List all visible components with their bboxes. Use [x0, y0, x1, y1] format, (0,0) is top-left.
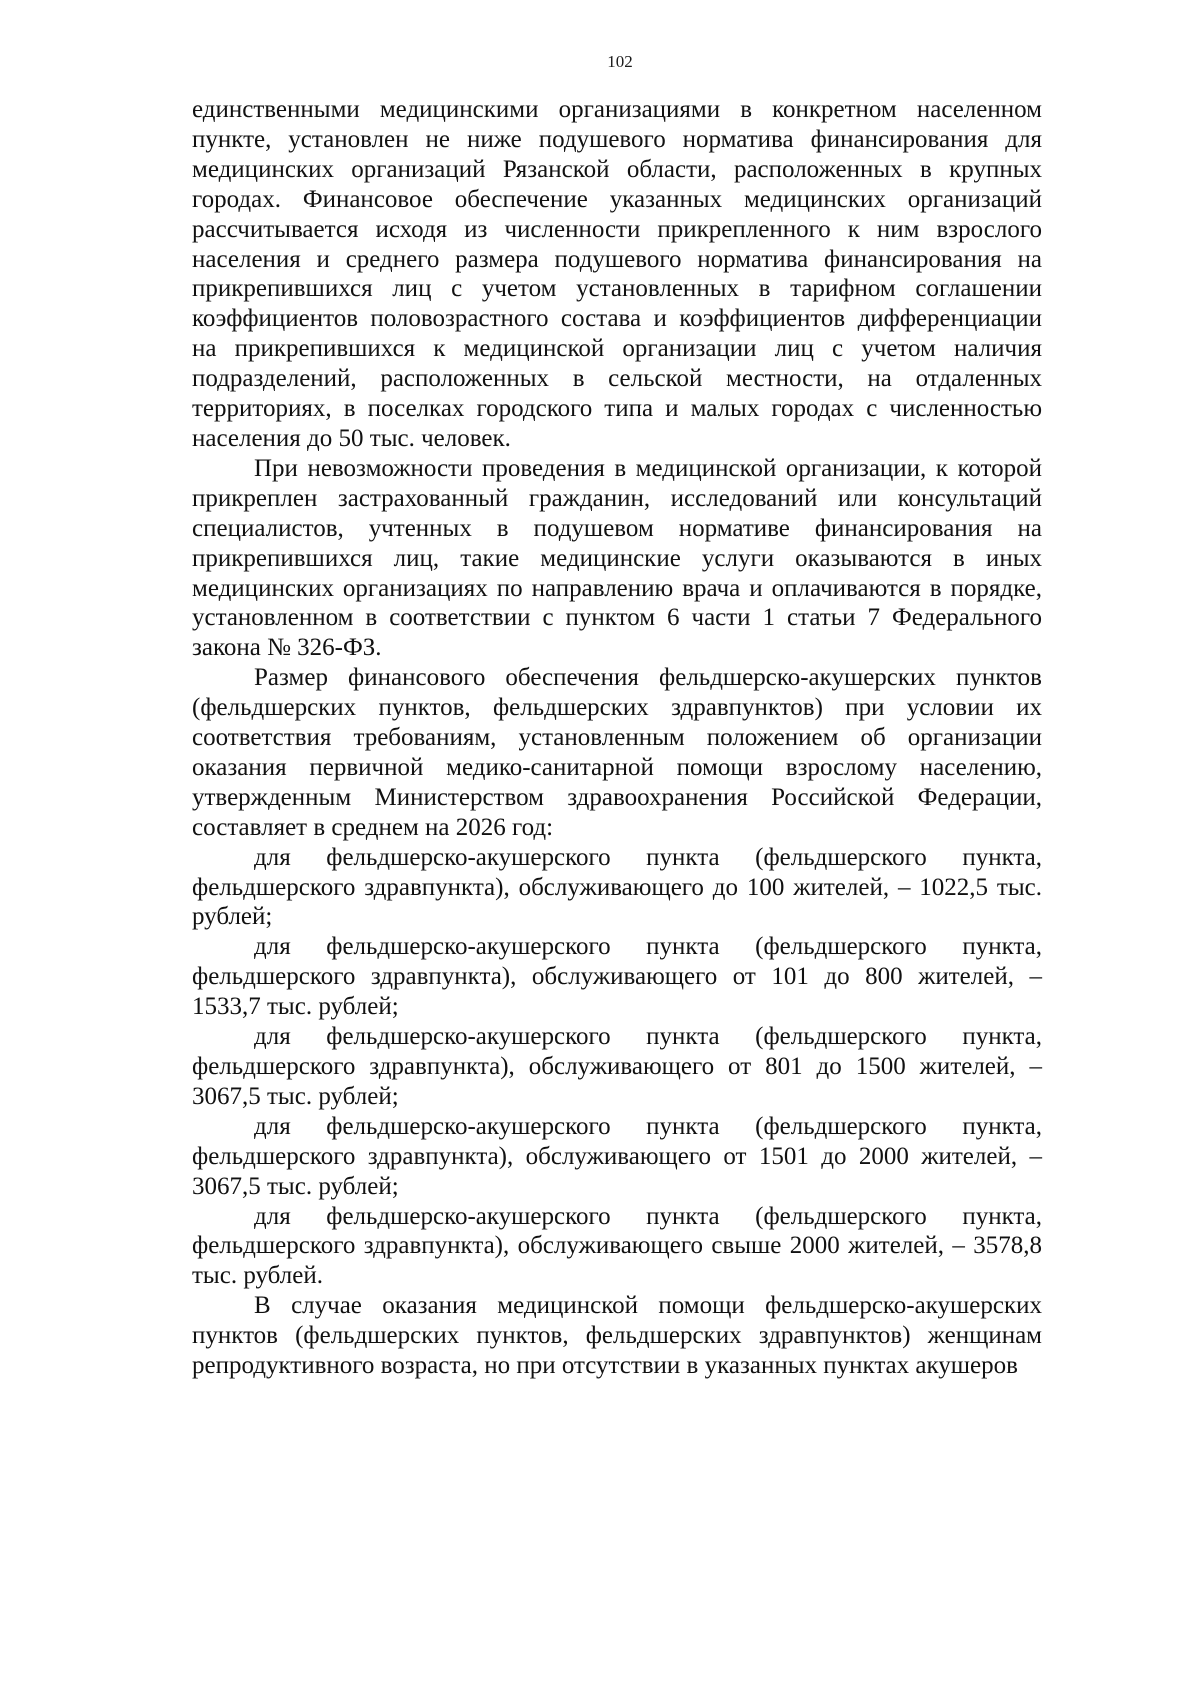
paragraph-referral: При невозможности проведения в медицинской организации, к которой прикреплен застрахованный гражданин, исследований или консультаций специалистов, учтенных в подушевом нормативе финансирования на прикрепившихся лиц, такие медицинские услуги оказываются в иных медицинских организациях по направлению врача и оплачиваются в порядке, установленном в соответствии с пунктом 6 части 1 статьи 7 Федерального закона № 326-ФЗ.	[192, 454, 1042, 662]
list-item-fap-up-to-100: для фельдшерско-акушерского пункта (фельдшерского пункта, фельдшерского здравпункта), обслуживающего до 100 жителей, – 1022,5 тыс. рублей;	[192, 843, 1042, 931]
list-item-fap-over-2000: для фельдшерско-акушерского пункта (фельдшерского пункта, фельдшерского здравпункта), обслуживающего свыше 2000 жителей, – 3578,8 тыс. рублей.	[192, 1202, 1042, 1290]
paragraph-continuation: единственными медицинскими организациями в конкретном населенном пункте, установлен не ниже подушевого норматива финансирования для медицинских организаций Рязанской области, расположенных в крупных городах. Финансовое обеспечение указанных медицинских организаций рассчитывается исходя из численности прикрепленного к ним взрослого населения и среднего размера подушевого норматива финансирования на прикрепившихся лиц с учетом установленных в тарифном соглашении коэффициентов половозрастного состава и коэффициентов дифференциации на прикрепившихся к медицинской организации лиц с учетом наличия подразделений, расположенных в сельской местности, на отдаленных территориях, в поселках городского типа и малых городах с численностью населения до 50 тыс. человек.	[192, 96, 1042, 452]
list-item-fap-801-1500: для фельдшерско-акушерского пункта (фельдшерского пункта, фельдшерского здравпункта), обслуживающего от 801 до 1500 жителей, – 3067,5 тыс. рублей;	[192, 1023, 1042, 1110]
paragraph-fap-financing: Размер финансового обеспечения фельдшерско-акушерских пунктов (фельдшерских пунктов, фельдшерских здравпунктов) при условии их соответствия требованиям, установленным положением об организации оказания первичной медико-санитарной помощи взрослому населению, утвержденным Министерством здравоохранения Российской Федерации, составляет в среднем на 2026 год:	[192, 664, 1042, 841]
document-body	[192, 95, 1042, 1381]
page-number: 102	[607, 52, 633, 71]
list-item-fap-101-800: для фельдшерско-акушерского пункта (фельдшерского пункта, фельдшерского здравпункта), обслуживающего от 101 до 800 жителей, – 1533,7 тыс. рублей;	[192, 933, 1042, 1021]
list-item-fap-1501-2000: для фельдшерско-акушерского пункта (фельдшерского пункта, фельдшерского здравпункта), обслуживающего от 1501 до 2000 жителей, – 3067,5 тыс. рублей;	[192, 1112, 1042, 1200]
paragraph-reproductive-age: В случае оказания медицинской помощи фельдшерско-акушерских пунктов (фельдшерских пунктов, фельдшерских здравпунктов) женщинам репродуктивного возраста, но при отсутствии в указанных пунктах акушеров	[192, 1292, 1042, 1380]
